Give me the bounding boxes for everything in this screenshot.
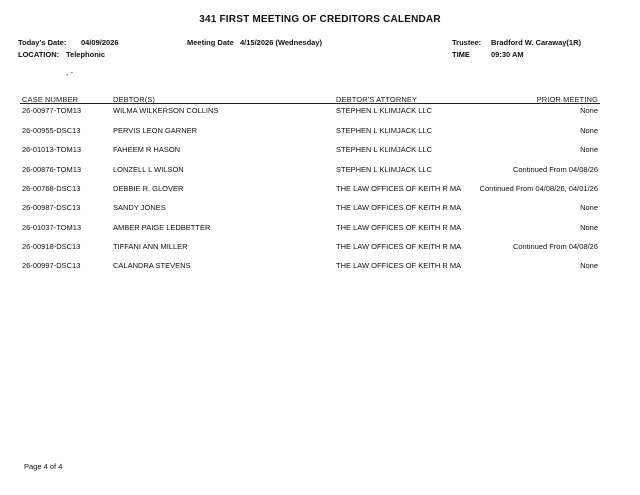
table-row — [0, 261, 640, 273]
case-number-cell: 26-00955-DSC13 — [22, 126, 81, 135]
case-number-cell: 26-01013-TOM13 — [22, 145, 82, 154]
attorney-cell: STEPHEN L KLIMJACK LLC — [336, 145, 433, 154]
case-number-cell: 26-00977-TOM13 — [22, 106, 82, 115]
col-header-debtors: DEBTOR(S) — [113, 95, 156, 104]
debtor-name-cell: TIFFANI ANN MILLER — [113, 242, 188, 251]
page-title: 341 FIRST MEETING OF CREDITORS CALENDAR — [199, 14, 441, 25]
meeting-date-value: 4/15/2026 (Wednesday) — [240, 38, 322, 47]
attorney-cell: THE LAW OFFICES OF KEITH R MA — [336, 242, 462, 251]
table-row — [0, 223, 640, 235]
time-value: 09:30 AM — [491, 50, 524, 59]
debtor-name-cell: SANDY JONES — [113, 203, 166, 212]
prior-meeting-cell: Continued From 04/08/26 — [512, 165, 598, 174]
debtor-name-cell: WILMA WILKERSON COLLINS — [113, 106, 219, 115]
trustee-label: Trustee: — [452, 38, 482, 47]
table-row — [0, 126, 640, 138]
table-row — [0, 106, 640, 118]
prior-meeting-cell: None — [580, 106, 598, 115]
prior-meeting-cell: None — [580, 223, 598, 232]
col-header-case-number: CASE NUMBER — [22, 95, 79, 104]
col-header-attorney: DEBTOR'S ATTORNEY — [336, 95, 418, 104]
table-row — [0, 165, 640, 177]
attorney-cell: STEPHEN L KLIMJACK LLC — [336, 106, 433, 115]
header-divider — [20, 103, 600, 104]
prior-meeting-cell: Continued From 04/08/26 — [512, 242, 598, 251]
prior-meeting-cell: None — [580, 261, 598, 270]
case-number-cell: 26-00768-DSC13 — [22, 184, 81, 193]
debtor-name-cell: AMBER PAIGE LEDBETTER — [113, 223, 211, 232]
debtor-name-cell: DEBBIE R. GLOVER — [113, 184, 184, 193]
page-number: Page 4 of 4 — [24, 462, 63, 471]
case-number-cell: 26-00987-DSC13 — [22, 203, 81, 212]
todays-date-label: Today's Date: — [18, 38, 67, 47]
location-label: LOCATION: — [18, 50, 60, 59]
prior-meeting-cell: Continued From 04/08/26, 04/01/26 — [479, 184, 598, 193]
case-number-cell: 26-00997-DSC13 — [22, 261, 81, 270]
debtor-name-cell: PERVIS LEON GARNER — [113, 126, 198, 135]
case-number-cell: 26-00918-DSC13 — [22, 242, 81, 251]
prior-meeting-cell: None — [580, 126, 598, 135]
debtor-name-cell: FAHEEM R HASON — [113, 145, 181, 154]
todays-date-value: 04/09/2026 — [81, 38, 119, 47]
stray-marks: , - — [66, 68, 74, 77]
prior-meeting-cell: None — [580, 203, 598, 212]
attorney-cell: THE LAW OFFICES OF KEITH R MA — [336, 203, 462, 212]
trustee-value: Bradford W. Caraway(1R) — [491, 38, 582, 47]
table-row — [0, 242, 640, 254]
attorney-cell: STEPHEN L KLIMJACK LLC — [336, 165, 433, 174]
attorney-cell: THE LAW OFFICES OF KEITH R MA — [336, 223, 462, 232]
case-number-cell: 26-01037-TOM13 — [22, 223, 82, 232]
table-row — [0, 145, 640, 157]
table-row — [0, 203, 640, 215]
location-value: Telephonic — [66, 50, 106, 59]
debtor-name-cell: CALANDRA STEVENS — [113, 261, 191, 270]
case-number-cell: 26-00876-TOM13 — [22, 165, 82, 174]
attorney-cell: THE LAW OFFICES OF KEITH R MA — [336, 184, 462, 193]
attorney-cell: STEPHEN L KLIMJACK LLC — [336, 126, 433, 135]
attorney-cell: THE LAW OFFICES OF KEITH R MA — [336, 261, 462, 270]
meeting-date-label: Meeting Date — [187, 38, 234, 47]
table-row — [0, 184, 640, 196]
col-header-prior-meeting: PRIOR MEETING — [536, 95, 598, 104]
prior-meeting-cell: None — [580, 145, 598, 154]
time-label: TIME — [452, 50, 470, 59]
debtor-name-cell: LONZELL L WILSON — [113, 165, 184, 174]
